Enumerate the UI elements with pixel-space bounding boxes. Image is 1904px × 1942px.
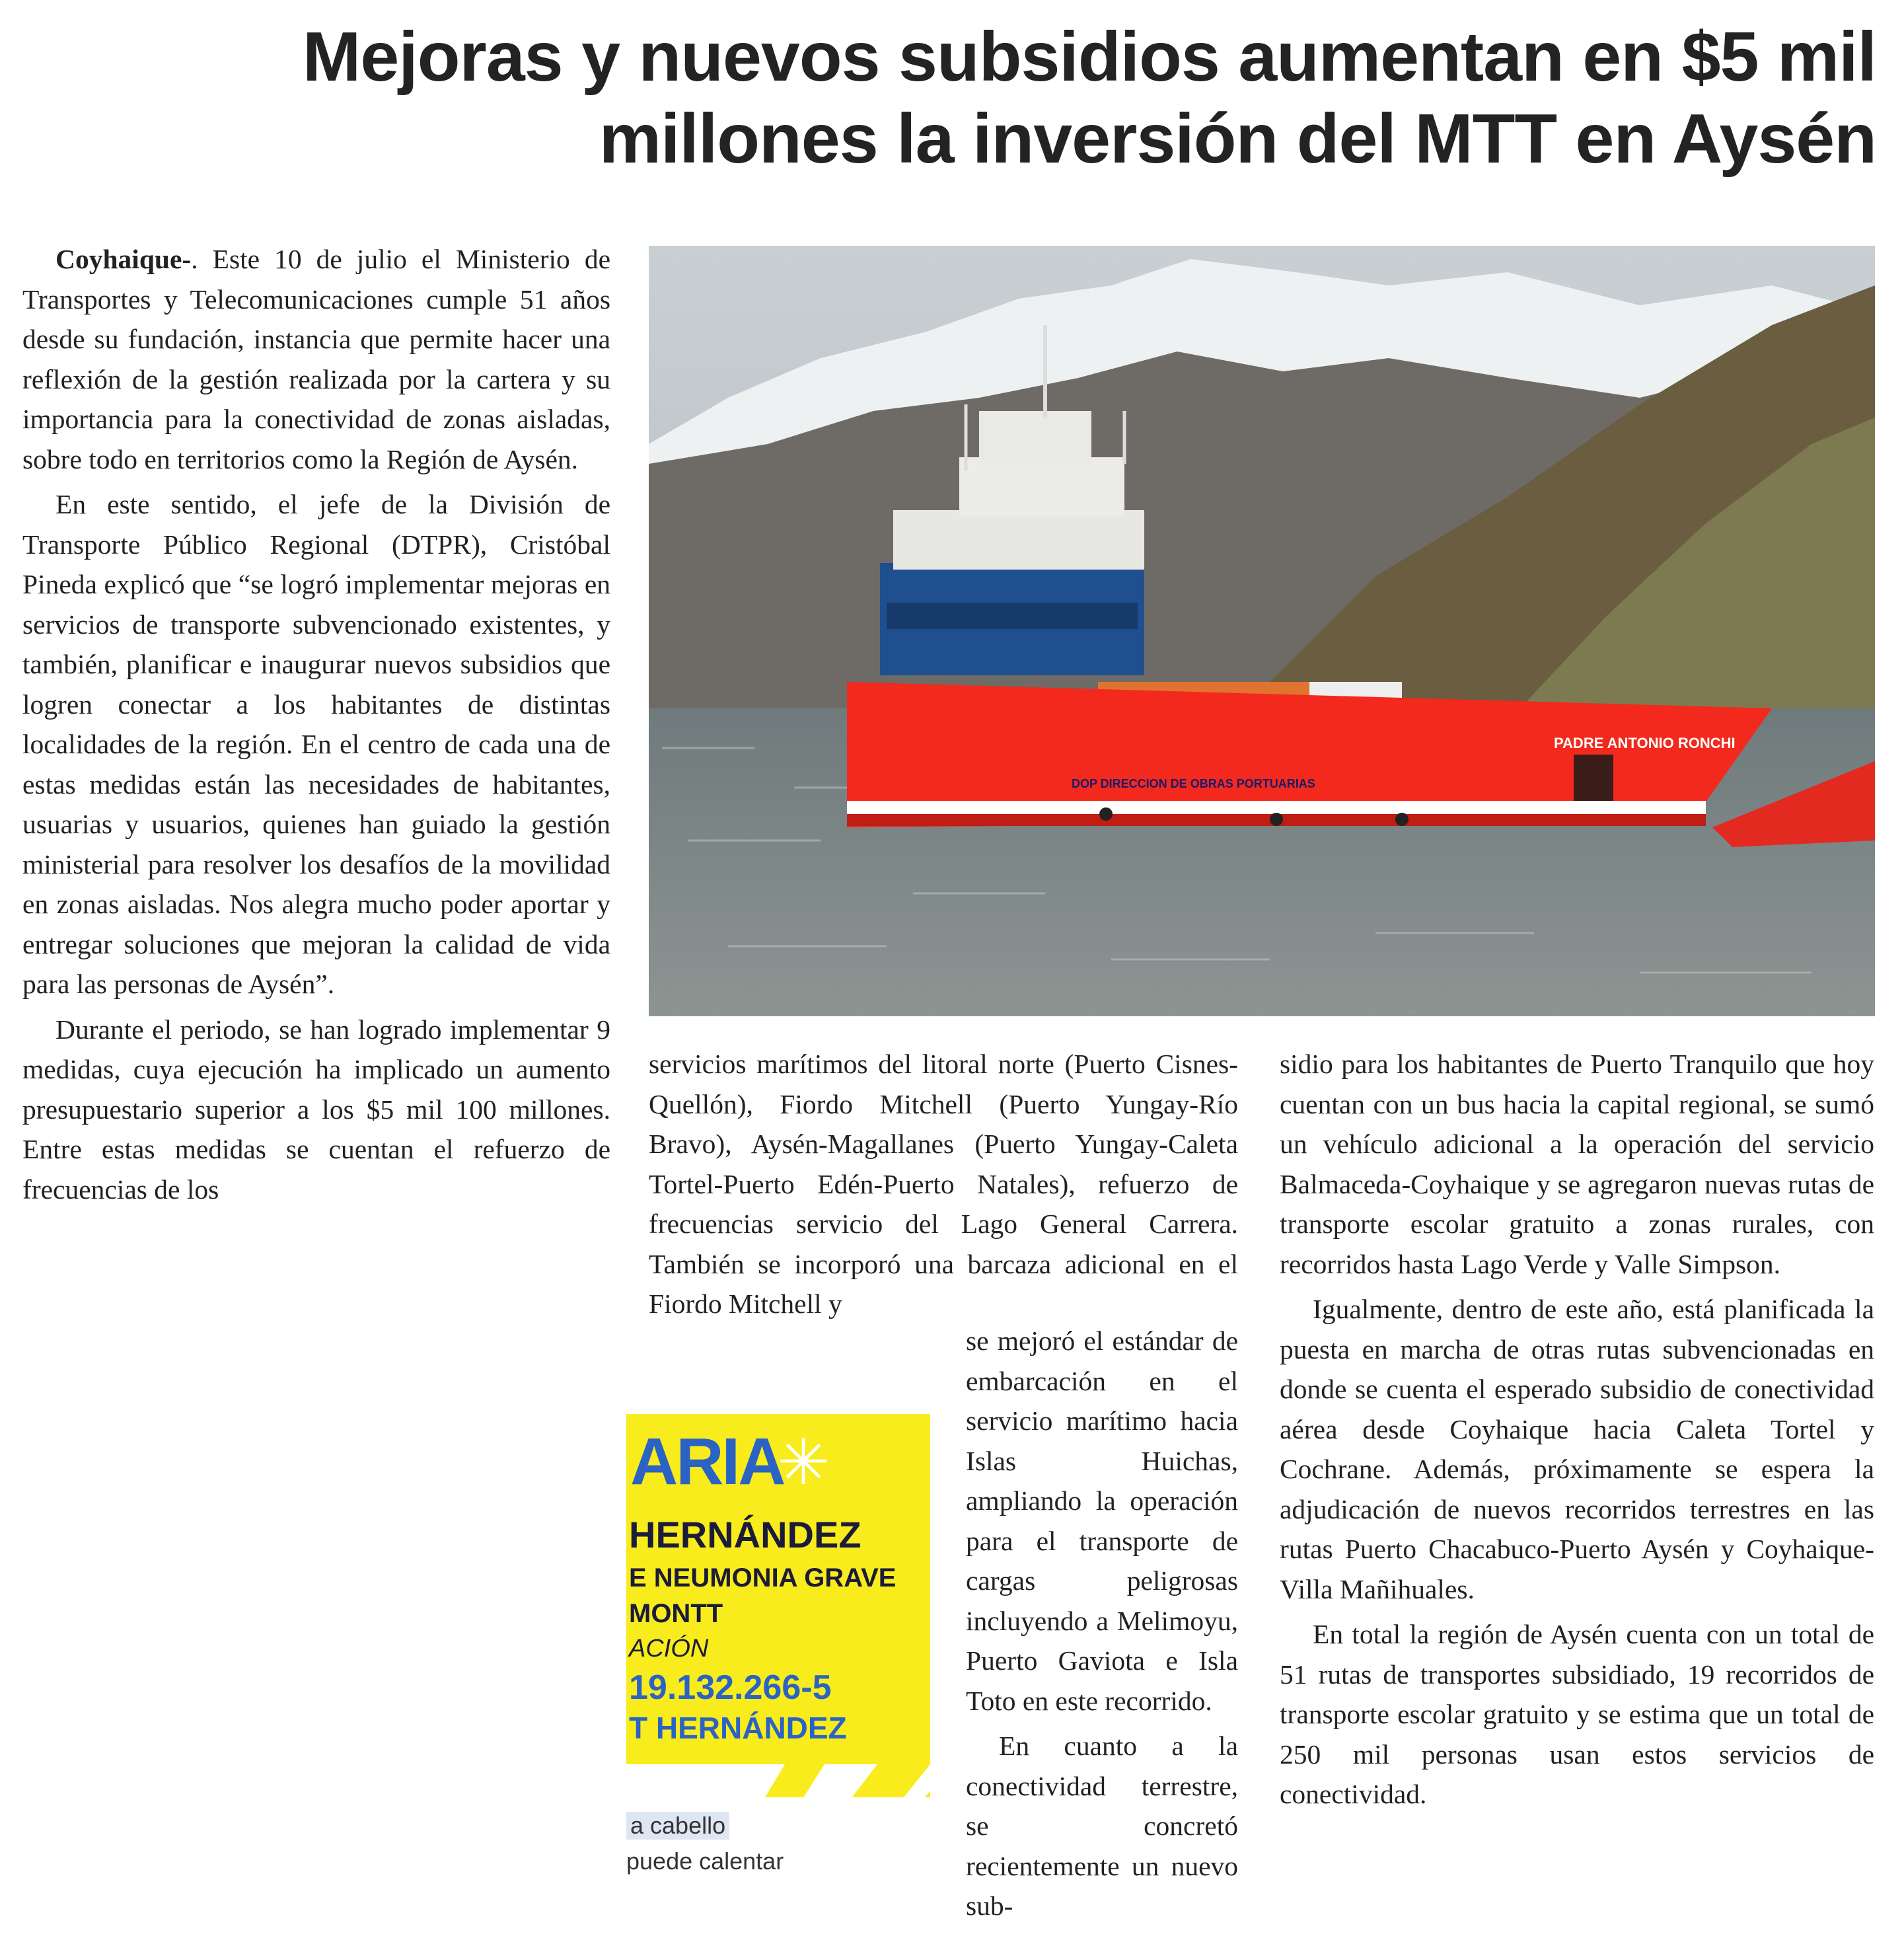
paragraph: En cuanto a la conectividad terrestre, se concretó recientemente un nuevo sub- — [966, 1731, 1238, 1921]
ad-caption-1: a cabello — [626, 1812, 729, 1840]
paragraph: En total la región de Aysén cuenta con un total de 51 rutas de transportes subsidiado, 19 recorridos de transporte escolar gratuito y se estima que un total de 250 mil personas usan estos servicios de conectividad. — [1280, 1619, 1874, 1809]
ad-line-1: HERNÁNDEZ — [629, 1514, 861, 1555]
paragraph: se mejoró el estándar de embarcación en el servicio marítimo hacia Islas Huichas, ampliando la operación para el transporte de cargas peligrosas incluyendo a Melimoyu, Puerto Gaviota e Isla Toto en este recorrido. — [966, 1326, 1238, 1716]
paragraph — [22, 239, 610, 479]
paragraph: En este sentido, el jefe de la División de Transporte Público Regional (DTPR), Cristóbal Pineda explicó que “se logró implementar mejoras en servicios de transporte subvencionado existentes, y también, planificar e inaugurar nuevos subsidios que logren conectar a los habitantes de distintas localidades de la región. En el centro de cada una de estas medidas están las necesidades de habitantes, usuarias y usuarios, quienes han guiado la gestión ministerial para resolver los desafíos de la movilidad en zonas aisladas. Nos alegra mucho poder aportar y entregar soluciones que mejoran la calidad de vida para las personas de Aysén”. — [22, 489, 610, 999]
ad-brand: ARIA — [630, 1425, 784, 1499]
paragraph: servicios marítimos del litoral norte (Puerto Cisnes-Quellón), Fiordo Mitchell (Puerto Yungay-Río Bravo), Aysén-Magallanes (Puerto Yungay-Caleta Tortel-Puerto Edén-Puerto Natales), refuerzo de frecuencias servicio del Lago General Carrera. También se incorporó una barcaza adicional en el Fiordo Mitchell y — [649, 1049, 1238, 1319]
ship-name-label: PADRE ANTONIO RONCHI — [1554, 735, 1736, 751]
ad-line-6: T HERNÁNDEZ — [629, 1711, 847, 1745]
hull-label: DOP DIRECCION DE OBRAS PORTUARIAS — [1072, 777, 1315, 790]
headline-line-2: millones la inversión del MTT en Aysén — [599, 100, 1876, 178]
dateline: Coyhaique- — [55, 244, 192, 274]
advertisement — [626, 1414, 930, 1797]
article-column-2-narrow — [966, 1321, 1238, 1926]
article-column-1 — [22, 239, 610, 1209]
paragraph: sidio para los habitantes de Puerto Tranquilo que hoy cuentan con un bus hacia la capital regional, se sumó un vehículo adicional a la operación del servicio Balmaceda-Coyhaique y se agregaron nuevas rutas de transporte escolar gratuito a zonas rurales, con recorridos hasta Lago Verde y Valle Simpson. — [1280, 1049, 1874, 1279]
article-column-2 — [649, 1044, 1238, 1324]
ad-line-3: MONTT — [629, 1599, 723, 1628]
asterisk-icon: ✳ — [777, 1427, 830, 1498]
ad-caption-2: puede calentar — [626, 1848, 784, 1875]
ad-sunburst-icon — [626, 1764, 930, 1797]
headline — [40, 16, 1876, 180]
paragraph: Durante el periodo, se han logrado implementar 9 medidas, cuya ejecución ha implicado un aumento presupuestario superior a los $5 mil 100 millones. Entre estas medidas se cuentan el refuerzo de frecuencias de los — [22, 1014, 610, 1205]
ferry-photo — [649, 246, 1875, 1016]
paragraph: Igualmente, dentro de este año, está planificada la puesta en marcha de otras rutas subvencionadas en donde se cuenta el esperado subsidio de conectividad aérea desde Coyhaique hacia Caleta Tortel y Cochrane. Además, próximamente se espera la adjudicación de nuevos recorridos terrestres en las rutas Puerto Chacabuco-Puerto Aysén y Coyhaique-Villa Mañihuales. — [1280, 1294, 1874, 1604]
ad-line-2: E NEUMONIA GRAVE — [629, 1563, 897, 1592]
paragraph-text: . Este 10 de julio el Ministerio de Transportes y Telecomunicaciones cumple 51 años desde su fundación, instancia que permite hacer una reflexión de la gestión realizada por la cartera y su importancia para la conectividad de zonas aisladas, sobre todo en territorios como la Región de Aysén. — [22, 244, 610, 474]
ad-line-4: ACIÓN — [629, 1635, 709, 1662]
ad-line-5: 19.132.266-5 — [629, 1668, 832, 1707]
article-column-3 — [1280, 1044, 1874, 1814]
ferry-illustration — [649, 246, 1875, 1016]
headline-line-1: Mejoras y nuevos subsidios aumentan en $5 mil — [303, 18, 1876, 96]
